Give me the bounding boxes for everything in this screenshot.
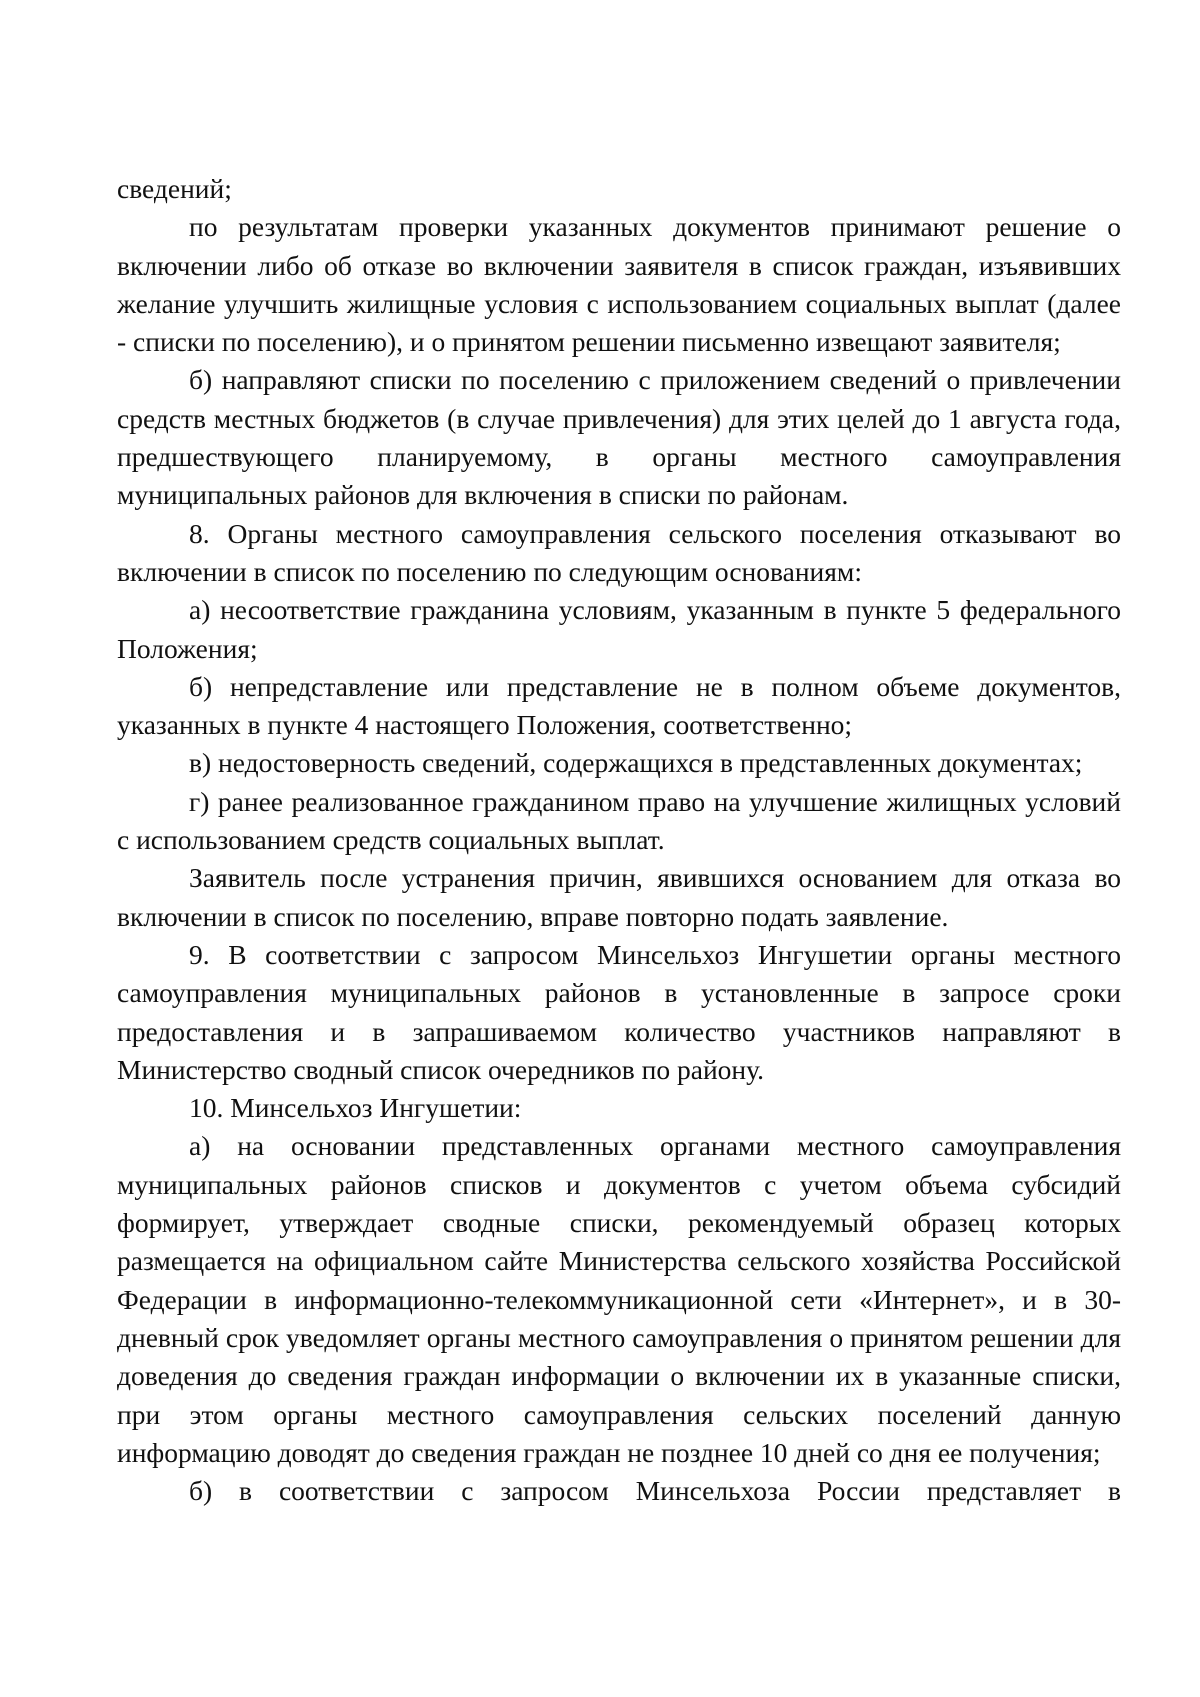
paragraph-10a: а) на основании представленных органами местного самоуправления муниципальных районов списков и документов с учетом объема субсидий формирует, утверждает сводные списки, рекомендуемый образец которых размещается на официальном сайте Министерства сельского хозяйства Российской Федерации в информационно-телекоммуникационной сети «Интернет», и в 30-дневный срок уведомляет органы местного самоуправления о принятом решении для доведения до сведения граждан информации о включении их в указанные списки, при этом органы местного самоуправления сельских поселений данную информацию доводят до сведения граждан не позднее 10 дней со дня ее получения;	[117, 1130, 1121, 1468]
paragraph-8v: в) недостоверность сведений, содержащихся в представленных документах;	[189, 747, 1083, 779]
paragraph-8b: б) непредставление или представление не в полном объеме документов, указанных в пункте 4 настоящего Положения, соответственно;	[117, 670, 1121, 741]
paragraph-item-8: 8. Органы местного самоуправления сельского поселения отказывают во включении в список по поселению по следующим основаниям:	[117, 517, 1121, 587]
paragraph-continuation: сведений;	[117, 173, 232, 204]
paragraph-8a: а) несоответствие гражданина условиям, указанным в пункте 5 федерального Положения;	[117, 594, 1121, 664]
paragraph-item-10: 10. Минсельхоз Ингушетии:	[189, 1092, 522, 1124]
paragraph-8g: г) ранее реализованное гражданином право на улучшение жилищных условий с использованием средств социальных выплат.	[117, 785, 1121, 856]
paragraph-review-results: по результатам проверки указанных документов принимают решение о включении либо об отказе во включении заявителя в список граждан, изъявивших желание улучшить жилищные условия с использованием социальных выплат (далее - списки по поселению), и о принятом решении письменно извещают заявителя;	[117, 211, 1121, 358]
paragraph-item-9: 9. В соответствии с запросом Минсельхоз Ингушетии органы местного самоуправления муниципальных районов в установленные в запросе сроки предоставления и в запрашиваемом количество участников направляют в Министерство сводный список очередников по району.	[117, 938, 1121, 1085]
paragraph-reapply: Заявитель после устранения причин, явившихся основанием для отказа во включении в список по поселению, вправе повторно подать заявление.	[117, 862, 1121, 932]
paragraph-10b: б) в соответствии с запросом Минсельхоза России представляет в	[189, 1475, 1121, 1507]
document-body	[117, 170, 1121, 1510]
paragraph-b-send-lists: б) направляют списки по поселению с приложением сведений о привлечении средств местных бюджетов (в случае привлечения) для этих целей до 1 августа года, предшествующего планируемому, в органы местного самоуправления муниципальных районов для включения в списки по районам.	[117, 364, 1121, 511]
